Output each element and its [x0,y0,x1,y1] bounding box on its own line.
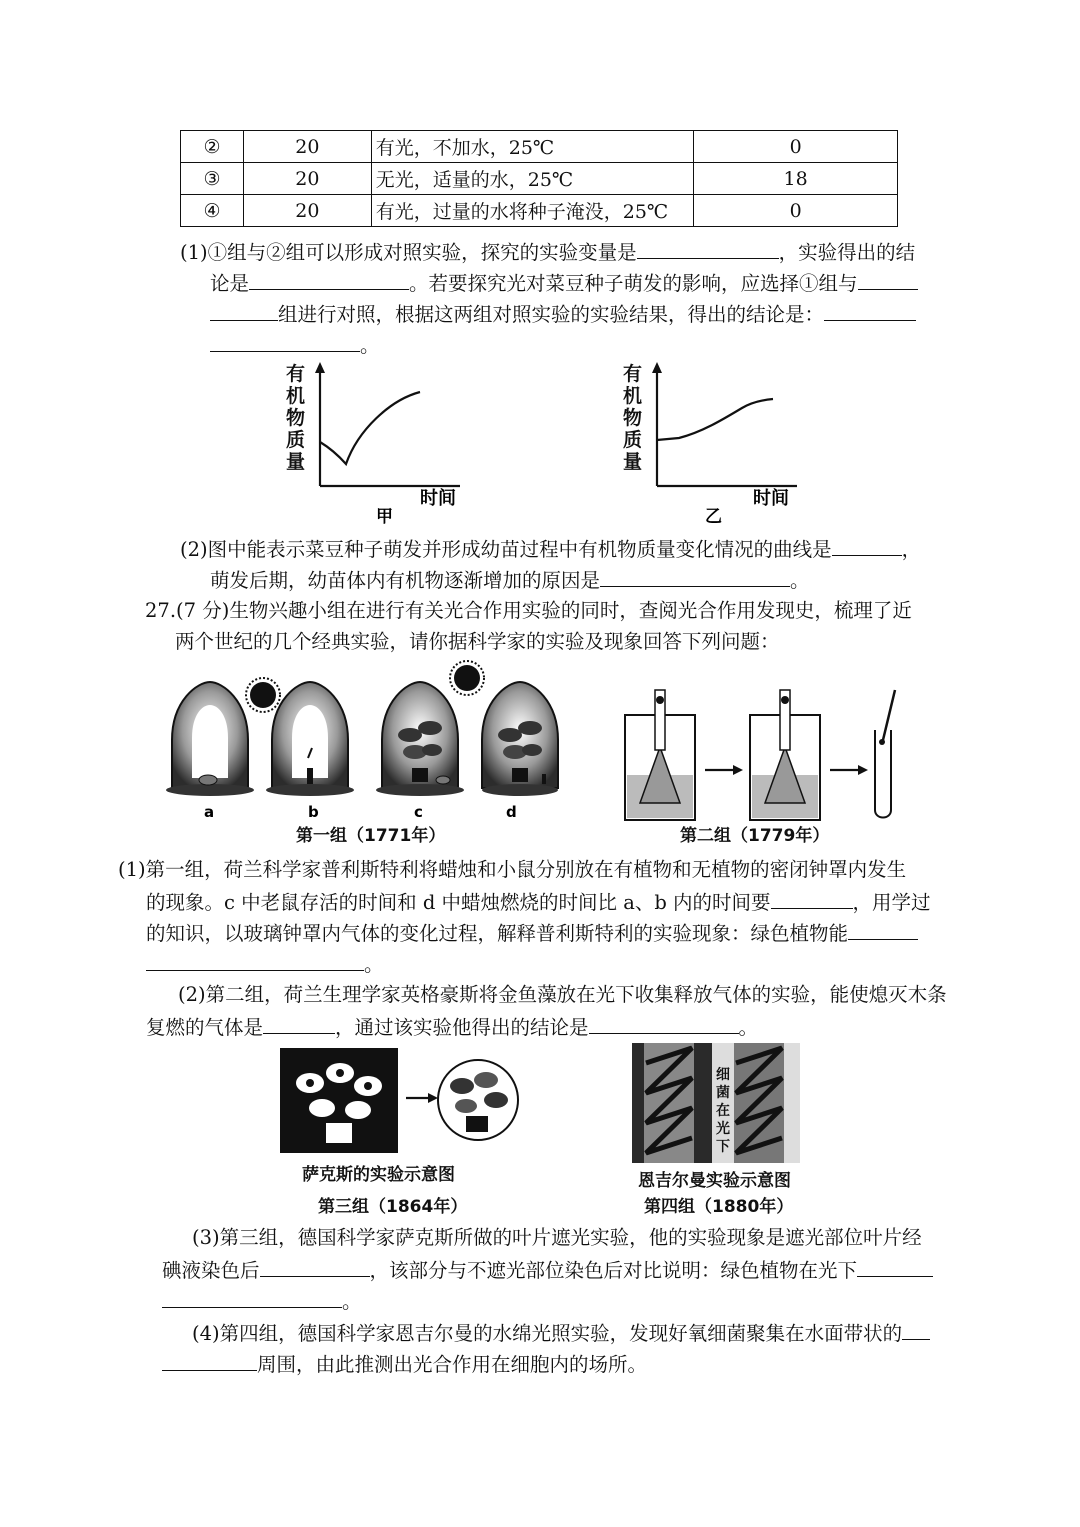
answer-blank[interactable] [210,329,360,352]
x-axis-label: 时间 [753,488,789,509]
condition-cell: 有光，过量的水将种子淹没，25℃ [371,195,694,227]
jar-letter: c [414,803,423,820]
table-row [181,195,898,227]
answer-blank[interactable] [902,1317,930,1340]
graph-name: 甲 [376,507,393,527]
sun-icon [450,661,484,695]
q27-p4-line1: (4)第四组，德国科学家恩吉尔曼的水绵光照实验，发现好氧细菌聚集在水面带状的 [192,1317,930,1349]
x-axis-label: 时间 [420,488,456,509]
q27-intro-line2: 两个世纪的几个经典实验，请你据科学家的实验及现象回答下列问题： [175,630,780,653]
answer-blank[interactable] [263,1011,335,1034]
q27-p1-line4: 。 [146,948,384,980]
count-cell: 20 [243,195,371,227]
answer-blank[interactable] [162,1285,342,1308]
y-label-char: 质 [286,429,306,451]
y-label-char: 机 [286,385,306,407]
beaker-setup [625,690,695,820]
jar-letter: a [204,803,215,820]
answer-blank[interactable] [858,267,918,290]
beaker-setup [750,690,820,820]
group-cell: ② [181,131,244,163]
answer-blank[interactable] [848,917,918,940]
bell-jar-a [166,682,254,796]
table-row [181,163,898,195]
fig1-caption: 第一组（1771年） [296,826,446,846]
fig4-label-char: 菌 [716,1085,730,1101]
jar-letter: d [506,803,517,820]
figure-group4-engelmann [632,1043,802,1165]
q27-p1-line2: 的现象。c 中老鼠存活的时间和 d 中蜡烛燃烧的时间比 a、b 内的时间要 ，用学过 [146,886,931,918]
fig4-label-char: 在 [716,1103,730,1119]
test-tube [875,690,895,818]
arrow-head [858,765,868,775]
condition-cell: 有光，不加水，25℃ [371,131,694,163]
fig4-label-char: 细 [716,1067,730,1083]
q27-p1-line1: (1)第一组，荷兰科学家普利斯特利将蜡烛和小鼠分别放在有植物和无植物的密闭钟罩内发生 [118,858,907,881]
fig4-title: 恩吉尔曼实验示意图 [638,1171,791,1191]
answer-blank[interactable] [210,298,278,321]
count-cell: 20 [243,131,371,163]
answer-blank[interactable] [824,298,916,321]
jar-letter: b [308,803,319,820]
dish-plant [438,1060,518,1140]
fig4-caption: 第四组（1880年） [644,1197,794,1217]
q26-p1-line4: 。 [210,329,380,361]
bell-jar-c [376,682,464,796]
y-label-char: 量 [286,451,306,473]
figure-group2-gas-collection [615,685,905,825]
y-label-char: 有 [286,363,306,385]
germinated-cell: 0 [694,131,898,163]
curve-yi [657,399,773,440]
q27-p2-line1: (2)第二组，荷兰生理学家英格豪斯将金鱼藻放在光下收集释放气体的实验，能使熄灭木条 [178,983,947,1006]
group-cell: ④ [181,195,244,227]
q27-p1-line3: 的知识，以玻璃钟罩内气体的变化过程，解释普利斯特利的实验现象：绿色植物能 [146,917,918,949]
figure-group3-sachs [280,1048,520,1158]
answer-blank[interactable] [260,1254,370,1277]
fig3-caption: 第三组（1864年） [318,1197,468,1217]
q27-p3-line2: 碘液染色后 ，该部分与不遮光部位染色后对比说明：绿色植物在光下 [162,1254,933,1286]
fig4-label-char: 下 [716,1139,730,1155]
q26-p1-line3: 组进行对照，根据这两组对照实验的实验结果，得出的结论是： [210,298,916,330]
q26-p2-line1: (2)图中能表示菜豆种子萌发并形成幼苗过程中有机物质量变化情况的曲线是 ， [180,533,921,565]
y-label-char: 质 [623,429,643,451]
fig4-label-char: 光 [716,1121,730,1137]
germinated-cell: 0 [694,195,898,227]
q26-p1-line1: (1)①组与②组可以形成对照实验，探究的实验变量是 ，实验得出的结 [180,236,915,268]
fig3-title: 萨克斯的实验示意图 [302,1165,455,1185]
figure-group1-bell-jars [160,660,560,820]
answer-blank[interactable] [771,886,853,909]
y-label-char: 物 [623,407,643,429]
answer-blank[interactable] [146,948,364,971]
sun-icon [246,678,280,712]
answer-blank[interactable] [832,533,902,556]
y-label-char: 机 [623,385,643,407]
germinated-cell: 18 [694,163,898,195]
y-label-char: 量 [623,451,643,473]
graph-name: 乙 [705,507,722,527]
q27-p2-line2: 复燃的气体是 ，通过该实验他得出的结论是 。 [146,1011,758,1043]
q27-p3-line1: (3)第三组，德国科学家萨克斯所做的叶片遮光实验，他的实验现象是遮光部位叶片经 [192,1226,922,1249]
table-row [181,131,898,163]
q27-p4-line2: 周围，由此推测出光合作用在细胞内的场所。 [162,1348,647,1380]
arrow-head [428,1093,438,1103]
q27-p3-line3: 。 [162,1285,362,1317]
bell-jar-d [482,682,558,796]
fig2-caption: 第二组（1779年） [680,826,830,846]
answer-blank[interactable] [249,267,409,290]
curve-jia [320,392,420,464]
q27-intro-line1: 27.(7 分)生物兴趣小组在进行有关光合作用实验的同时，查阅光合作用发现史，梳理了近 [145,599,912,622]
y-axis-arrow [315,362,325,373]
condition-cell: 无光，适量的水，25℃ [371,163,694,195]
q26-p2-line2: 萌发后期，幼苗体内有机物逐渐增加的原因是 。 [210,564,810,596]
answer-blank[interactable] [162,1348,257,1371]
y-label-char: 有 [623,363,643,385]
answer-blank[interactable] [600,564,790,587]
count-cell: 20 [243,163,371,195]
arrow-head [733,765,743,775]
graph-jia [280,360,480,530]
y-label-char: 物 [286,407,306,429]
answer-blank[interactable] [637,236,779,259]
seed-germination-table [180,130,898,227]
y-axis-arrow [652,362,662,373]
q26-p1-line2: 论是 。若要探究光对菜豆种子萌发的影响，应选择①组与 [210,267,918,299]
graph-yi [617,360,817,530]
group-cell: ③ [181,163,244,195]
answer-blank[interactable] [857,1254,933,1277]
answer-blank[interactable] [589,1011,739,1034]
